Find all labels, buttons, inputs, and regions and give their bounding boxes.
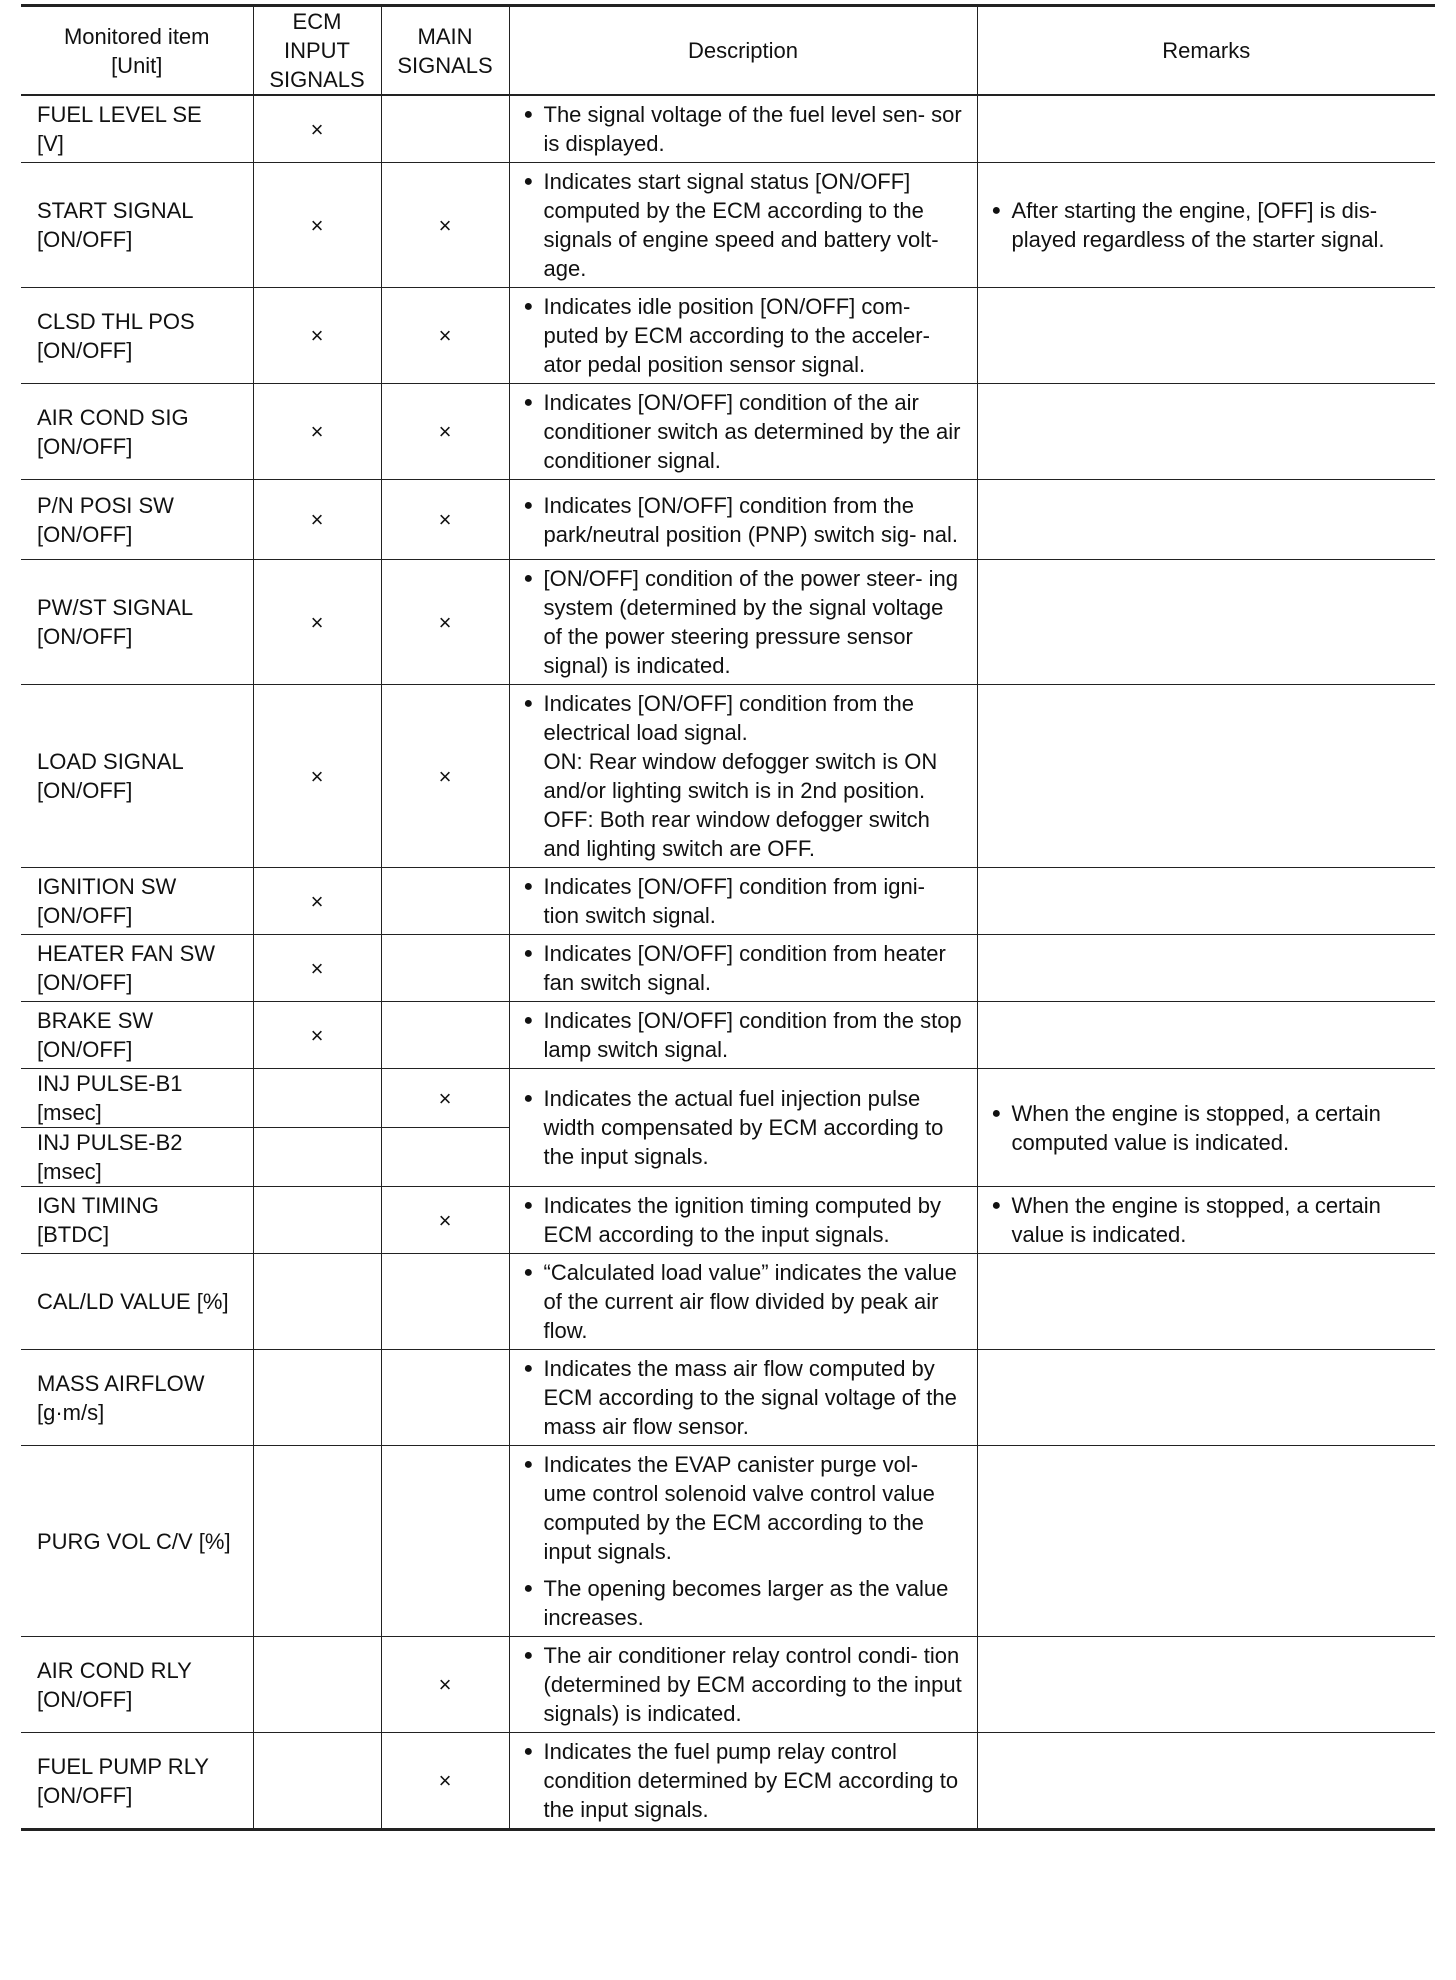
monitored-item-label: START SIGNAL bbox=[37, 198, 194, 223]
bullet-text: [ON/OFF] condition of the power steer- ing system (determined by the signal voltage of the power steering pressure sensor signal) is indicated. bbox=[543, 566, 959, 678]
main-signal-mark: × bbox=[381, 384, 509, 480]
ecm-input-mark bbox=[253, 1187, 381, 1254]
bullet-text: After starting the engine, [OFF] is dis- played regardless of the starter signal. bbox=[1011, 198, 1385, 252]
bullet-item bbox=[524, 872, 967, 930]
bullet-dot: ● bbox=[523, 945, 534, 962]
description-cell bbox=[509, 685, 977, 868]
bullet-text: “Calculated load value” indicates the value of the current air flow divided by peak air flow. bbox=[543, 1260, 957, 1343]
monitored-item-label: [ON/OFF] bbox=[37, 1037, 133, 1062]
description-cell bbox=[509, 1187, 977, 1254]
description-cell bbox=[509, 1002, 977, 1069]
ecm-input-mark: × bbox=[253, 1002, 381, 1069]
monitored-item-label: [msec] bbox=[37, 1100, 102, 1125]
bullet-text: Indicates start signal status [ON/OFF] computed by the ECM according to the signals of engine speed and battery volt- age. bbox=[543, 169, 939, 281]
bullet-text: Indicates the mass air flow computed by ECM according to the signal voltage of the mass air flow sensor. bbox=[543, 1356, 957, 1439]
ecm-input-mark: × bbox=[253, 480, 381, 560]
monitored-item-label: AIR COND SIG bbox=[37, 404, 189, 430]
monitored-item-cell bbox=[21, 1446, 253, 1637]
ecm-input-mark bbox=[253, 1254, 381, 1350]
main-signal-mark: × bbox=[381, 480, 509, 560]
monitored-item-cell bbox=[21, 1002, 253, 1069]
description-cell bbox=[509, 163, 977, 288]
bullet-dot: ● bbox=[991, 1197, 1002, 1214]
table-header-row bbox=[21, 6, 1435, 96]
monitor-item-table bbox=[21, 4, 1435, 1831]
monitored-item-label: BRAKE SW bbox=[37, 1008, 154, 1033]
monitored-item-label: FUEL LEVEL SE bbox=[37, 102, 202, 127]
monitored-item-label: CAL/LD VALUE [%] bbox=[37, 1289, 229, 1314]
main-signal-mark: × bbox=[381, 1069, 509, 1128]
monitored-item-cell bbox=[21, 868, 253, 935]
bullet-dot: ● bbox=[523, 1012, 534, 1029]
header-monitored-item: Monitored item [Unit] bbox=[21, 6, 253, 96]
bullet-text: Indicates idle position [ON/OFF] com- puted by ECM according to the acceler- ator pedal position sensor signal. bbox=[543, 294, 930, 377]
bullet-dot: ● bbox=[523, 394, 534, 411]
monitored-item-label: [ON/OFF] bbox=[37, 1686, 133, 1712]
table-row bbox=[21, 1446, 1435, 1637]
table-row bbox=[21, 1637, 1435, 1733]
monitored-item-cell bbox=[21, 384, 253, 480]
description-cell bbox=[509, 868, 977, 935]
ecm-input-mark: × bbox=[253, 868, 381, 935]
monitored-item-label: [ON/OFF] bbox=[37, 1782, 133, 1808]
main-signal-mark: × bbox=[381, 1187, 509, 1254]
bullet-dot: ● bbox=[523, 878, 534, 895]
ecm-input-mark: × bbox=[253, 384, 381, 480]
table-row bbox=[21, 1350, 1435, 1446]
ecm-input-mark: × bbox=[253, 685, 381, 868]
monitored-item-label: [ON/OFF] bbox=[37, 903, 133, 928]
monitored-item-label: HEATER FAN SW bbox=[37, 941, 216, 966]
monitored-item-cell bbox=[21, 1637, 253, 1733]
monitored-item-cell bbox=[21, 1350, 253, 1446]
signal-table-page bbox=[21, 4, 1435, 1974]
bullet-dot: ● bbox=[523, 1090, 534, 1107]
remarks-cell bbox=[977, 163, 1435, 288]
table-row bbox=[21, 1069, 1435, 1128]
main-signal-mark bbox=[381, 1350, 509, 1446]
monitored-item-cell bbox=[21, 95, 253, 163]
ecm-input-mark bbox=[253, 1637, 381, 1733]
remarks-cell bbox=[977, 935, 1435, 1002]
main-signal-mark bbox=[381, 1128, 509, 1187]
main-signal-mark: × bbox=[381, 163, 509, 288]
description-cell bbox=[509, 1254, 977, 1350]
monitored-item-label: CLSD THL POS bbox=[37, 308, 195, 334]
monitored-item-label: [msec] bbox=[37, 1159, 102, 1184]
monitored-item-label: [g·m/s] bbox=[37, 1399, 105, 1425]
table-row bbox=[21, 384, 1435, 480]
table-row bbox=[21, 935, 1435, 1002]
ecm-input-mark bbox=[253, 1069, 381, 1128]
bullet-dot: ● bbox=[991, 1104, 1002, 1122]
remarks-cell bbox=[977, 95, 1435, 163]
main-signal-mark: × bbox=[381, 560, 509, 685]
main-signal-mark bbox=[381, 1446, 509, 1637]
bullet-item bbox=[524, 100, 967, 158]
description-cell bbox=[509, 1350, 977, 1446]
table-row bbox=[21, 1733, 1435, 1830]
monitored-item-label: [ON/OFF] bbox=[37, 433, 133, 459]
table-row bbox=[21, 95, 1435, 163]
table-row bbox=[21, 480, 1435, 560]
bullet-item bbox=[524, 292, 967, 379]
bullet-item bbox=[524, 1641, 967, 1728]
bullet-text: Indicates the ignition timing computed by ECM according to the input signals. bbox=[543, 1193, 941, 1247]
monitored-item-label: [ON/OFF] bbox=[37, 624, 133, 649]
bullet-item bbox=[524, 1084, 967, 1171]
bullet-dot: ● bbox=[523, 1743, 534, 1760]
remarks-cell bbox=[977, 1069, 1435, 1187]
description-cell bbox=[509, 480, 977, 560]
description-cell bbox=[509, 1069, 977, 1187]
monitored-item-label: PURG VOL C/V [%] bbox=[37, 1528, 231, 1554]
bullet-text: Indicates [ON/OFF] condition from the electrical load signal. bbox=[543, 691, 914, 745]
monitored-item-label: PW/ST SIGNAL bbox=[37, 595, 194, 620]
bullet-text: Indicates the EVAP canister purge vol- ume control solenoid valve control value computed by the ECM according to the input signals. bbox=[543, 1452, 935, 1564]
table-row bbox=[21, 1187, 1435, 1254]
bullet-text: When the engine is stopped, a certain value is indicated. bbox=[1011, 1193, 1381, 1247]
table-row bbox=[21, 288, 1435, 384]
bullet-text: When the engine is stopped, a certain computed value is indicated. bbox=[1011, 1100, 1381, 1155]
bullet-dot: ● bbox=[523, 173, 534, 190]
ecm-input-mark: × bbox=[253, 935, 381, 1002]
bullet-item bbox=[524, 1737, 967, 1824]
monitored-item-label: MASS AIRFLOW bbox=[37, 1370, 205, 1396]
monitored-item-label: LOAD SIGNAL bbox=[37, 749, 184, 774]
remarks-cell bbox=[977, 1254, 1435, 1350]
bullet-item bbox=[524, 939, 967, 997]
main-signal-mark bbox=[381, 1254, 509, 1350]
monitored-item-cell bbox=[21, 480, 253, 560]
bullet-item bbox=[992, 1099, 1426, 1157]
description-cell bbox=[509, 1637, 977, 1733]
description-cell bbox=[509, 560, 977, 685]
remarks-cell bbox=[977, 1350, 1435, 1446]
monitored-item-label: [ON/OFF] bbox=[37, 227, 133, 252]
table-row bbox=[21, 560, 1435, 685]
bullet-text: Indicates the fuel pump relay control condition determined by ECM according to the input signals. bbox=[543, 1739, 959, 1822]
bullet-item bbox=[524, 1258, 967, 1345]
bullet-item bbox=[524, 388, 967, 475]
remarks-cell bbox=[977, 685, 1435, 868]
monitored-item-label: FUEL PUMP RLY bbox=[37, 1753, 209, 1779]
bullet-dot: ● bbox=[523, 1456, 534, 1473]
remarks-cell bbox=[977, 480, 1435, 560]
main-signal-mark: × bbox=[381, 1637, 509, 1733]
monitored-item-label: [V] bbox=[37, 131, 64, 156]
bullet-text: Indicates [ON/OFF] condition from the park/neutral position (PNP) switch sig- nal. bbox=[543, 492, 958, 547]
bullet-dot: ● bbox=[523, 1264, 534, 1281]
monitored-item-cell bbox=[21, 560, 253, 685]
remarks-cell bbox=[977, 1733, 1435, 1830]
table-row bbox=[21, 163, 1435, 288]
ecm-input-mark bbox=[253, 1733, 381, 1830]
remarks-cell bbox=[977, 384, 1435, 480]
monitored-item-label: P/N POSI SW bbox=[37, 492, 174, 518]
description-cell bbox=[509, 935, 977, 1002]
description-cell bbox=[509, 288, 977, 384]
bullet-text: The air conditioner relay control condi- tion (determined by ECM according to the input signals) is indicated. bbox=[543, 1643, 962, 1726]
description-cell bbox=[509, 1446, 977, 1637]
main-signal-mark bbox=[381, 868, 509, 935]
bullet-item bbox=[524, 1574, 967, 1632]
monitored-item-label: INJ PULSE-B2 bbox=[37, 1130, 183, 1155]
ecm-input-mark: × bbox=[253, 95, 381, 163]
main-signal-mark: × bbox=[381, 685, 509, 868]
ecm-input-mark: × bbox=[253, 560, 381, 685]
remarks-cell bbox=[977, 560, 1435, 685]
bullet-dot: ● bbox=[523, 106, 534, 123]
ecm-input-mark: × bbox=[253, 163, 381, 288]
monitored-item-cell bbox=[21, 1187, 253, 1254]
bullet-dot: ● bbox=[523, 570, 534, 587]
description-cell bbox=[509, 95, 977, 163]
header-remarks: Remarks bbox=[977, 6, 1435, 96]
monitored-item-label: [ON/OFF] bbox=[37, 337, 133, 363]
monitored-item-label: IGN TIMING bbox=[37, 1193, 159, 1218]
header-main-signals: MAIN SIGNALS bbox=[381, 6, 509, 96]
bullet-item bbox=[524, 167, 967, 283]
bullet-item bbox=[992, 1191, 1426, 1249]
bullet-item bbox=[524, 491, 967, 549]
main-signal-mark: × bbox=[381, 288, 509, 384]
main-signal-mark bbox=[381, 95, 509, 163]
bullet-item bbox=[524, 1354, 967, 1441]
bullet-text: Indicates [ON/OFF] condition from igni- tion switch signal. bbox=[543, 874, 925, 928]
bullet-item bbox=[524, 1191, 967, 1249]
monitored-item-cell bbox=[21, 1254, 253, 1350]
ecm-input-mark bbox=[253, 1446, 381, 1637]
bullet-text: The signal voltage of the fuel level sen- sor is displayed. bbox=[543, 102, 962, 156]
ecm-input-mark bbox=[253, 1128, 381, 1187]
bullet-item bbox=[524, 1450, 967, 1566]
bullet-text: Indicates [ON/OFF] condition from the stop lamp switch signal. bbox=[543, 1008, 962, 1062]
monitored-item-cell bbox=[21, 1733, 253, 1830]
table-row bbox=[21, 1002, 1435, 1069]
monitored-item-label: [BTDC] bbox=[37, 1222, 110, 1247]
monitored-item-label: INJ PULSE-B1 bbox=[37, 1071, 183, 1096]
bullet-text: The opening becomes larger as the value increases. bbox=[543, 1576, 949, 1630]
monitored-item-label: [ON/OFF] bbox=[37, 778, 133, 803]
bullet-dot: ● bbox=[523, 298, 534, 315]
bullet-dot: ● bbox=[523, 1580, 534, 1597]
bullet-item bbox=[992, 196, 1426, 254]
remarks-cell bbox=[977, 1187, 1435, 1254]
description-cell bbox=[509, 384, 977, 480]
ecm-input-mark: × bbox=[253, 288, 381, 384]
remarks-cell bbox=[977, 1637, 1435, 1733]
monitored-item-label: [ON/OFF] bbox=[37, 970, 133, 995]
bullet-text: Indicates the actual fuel injection pulse width compensated by ECM according to the input signals. bbox=[543, 1086, 944, 1169]
bullet-text: Indicates [ON/OFF] condition from heater fan switch signal. bbox=[543, 941, 946, 995]
header-ecm-input-signals: ECM INPUT SIGNALS bbox=[253, 6, 381, 96]
ecm-input-mark bbox=[253, 1350, 381, 1446]
bullet-item bbox=[524, 564, 967, 680]
bullet-text: Indicates [ON/OFF] condition of the air conditioner switch as determined by the air conditioner signal. bbox=[543, 390, 961, 473]
monitored-item-cell bbox=[21, 1128, 253, 1187]
bullet-dot: ● bbox=[991, 202, 1002, 219]
table-row bbox=[21, 1254, 1435, 1350]
bullet-dot: ● bbox=[523, 1647, 534, 1664]
main-signal-mark bbox=[381, 935, 509, 1002]
bullet-dot: ● bbox=[523, 496, 534, 514]
monitored-item-label: AIR COND RLY bbox=[37, 1657, 192, 1683]
bullet-item bbox=[524, 689, 967, 747]
monitored-item-cell bbox=[21, 935, 253, 1002]
monitored-item-cell bbox=[21, 288, 253, 384]
description-cell bbox=[509, 1733, 977, 1830]
table-row bbox=[21, 868, 1435, 935]
monitored-item-cell bbox=[21, 1069, 253, 1128]
bullet-dot: ● bbox=[523, 695, 534, 712]
monitored-item-label: IGNITION SW bbox=[37, 874, 177, 899]
remarks-cell bbox=[977, 1446, 1435, 1637]
header-description: Description bbox=[509, 6, 977, 96]
main-signal-mark bbox=[381, 1002, 509, 1069]
monitored-item-cell bbox=[21, 163, 253, 288]
monitored-item-label: [ON/OFF] bbox=[37, 521, 133, 547]
remarks-cell bbox=[977, 288, 1435, 384]
table-row bbox=[21, 685, 1435, 868]
bullet-item bbox=[524, 1006, 967, 1064]
remarks-cell bbox=[977, 1002, 1435, 1069]
bullet-dot: ● bbox=[523, 1197, 534, 1214]
detail-text: OFF: Both rear window defogger switch and lighting switch are OFF. bbox=[543, 807, 930, 861]
main-signal-mark: × bbox=[381, 1733, 509, 1830]
remarks-cell bbox=[977, 868, 1435, 935]
detail-text: ON: Rear window defogger switch is ON and/or lighting switch is in 2nd position. bbox=[543, 749, 938, 803]
bullet-dot: ● bbox=[523, 1360, 534, 1377]
monitored-item-cell bbox=[21, 685, 253, 868]
